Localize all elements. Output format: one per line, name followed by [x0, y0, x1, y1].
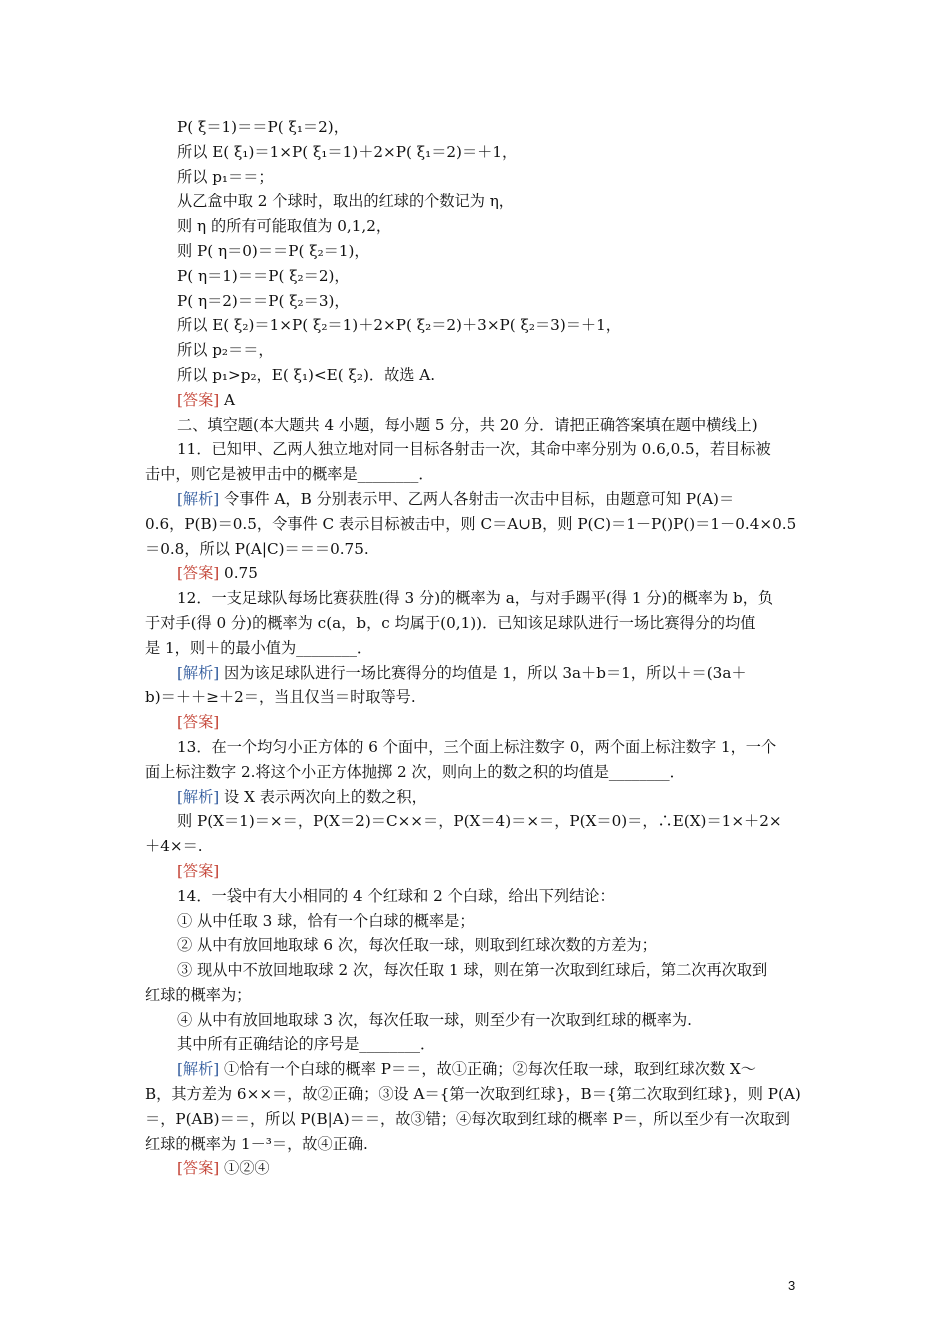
line-text: P( η＝1)＝＝P( ξ₂＝2)， [177, 266, 350, 285]
line-text: 所以 p₁>p₂，E( ξ₁)<E( ξ₂)．故选 A. [177, 365, 436, 384]
text-line [145, 834, 811, 859]
text-line [145, 388, 811, 413]
text-line [145, 785, 811, 810]
line-text: ①恰有一个白球的概率 P＝＝，故①正确；②每次任取一球，取到红球次数 X～ [219, 1060, 756, 1079]
line-text: 击中，则它是被甲击中的概率是________． [145, 465, 434, 484]
text-line [145, 338, 811, 363]
text-line [145, 685, 811, 710]
answer-tag: [答案] [177, 390, 220, 409]
line-text: 则 η 的所有可能取值为 0,1,2， [177, 217, 392, 236]
analysis-tag: [解析] [177, 1060, 220, 1079]
text-line [145, 661, 811, 686]
text-line [145, 413, 811, 438]
line-text: 所以 E( ξ₂)＝1×P( ξ₂＝1)＋2×P( ξ₂＝2)＋3×P( ξ₂＝3)＝＋1， [177, 316, 621, 335]
line-text: 14．一袋中有大小相同的 4 个红球和 2 个白球，给出下列结论： [177, 886, 615, 905]
text-line [145, 537, 811, 562]
line-text: 0.75 [219, 564, 258, 583]
text-line [145, 1107, 811, 1132]
answer-tag: [答案] [177, 861, 220, 880]
text-line [145, 363, 811, 388]
text-line [145, 586, 811, 611]
answer-tag: [答案] [177, 713, 220, 732]
line-text: 令事件 A，B 分别表示甲、乙两人各射击一次击中目标，由题意可知 P(A)＝ [219, 489, 735, 508]
line-text: 于对手(得 0 分)的概率为 c(a，b，c 均属于(0,1))．已知该足球队进行一场比赛得分的均值 [145, 613, 756, 632]
text-line [145, 313, 811, 338]
line-text: 因为该足球队进行一场比赛得分的均值是 1，所以 3a＋b＝1，所以＋＝(3a＋ [219, 663, 747, 682]
line-text: 红球的概率为； [145, 985, 252, 1004]
answer-tag: [答案] [177, 564, 220, 583]
text-line [145, 1132, 811, 1157]
line-text: 二、填空题(本大题共 4 小题，每小题 5 分，共 20 分．请把正确答案填在题中横线上) [177, 415, 758, 434]
line-text: 则 P( η＝0)＝＝P( ξ₂＝1)， [177, 241, 370, 260]
line-text: 是 1，则＋的最小值为________． [145, 638, 373, 657]
text-line [145, 512, 811, 537]
text-line [145, 289, 811, 314]
line-text: ①②④ [219, 1159, 270, 1178]
line-text: 13．在一个均匀小正方体的 6 个面中，三个面上标注数字 0，两个面上标注数字 1，一个 [177, 737, 777, 756]
text-line [145, 636, 811, 661]
line-text: A [219, 390, 236, 409]
text-line [145, 437, 811, 462]
line-text: P( η＝2)＝＝P( ξ₂＝3)， [177, 291, 350, 310]
text-line [145, 239, 811, 264]
text-line [145, 933, 811, 958]
line-text: ② 从中有放回地取球 6 次，每次任取一球，则取到红球次数的方差为； [177, 936, 657, 955]
line-text: 红球的概率为 1－³＝，故④正确. [145, 1134, 368, 1153]
analysis-tag: [解析] [177, 787, 220, 806]
text-line [145, 859, 811, 884]
text-line [145, 1008, 811, 1033]
text-line [145, 462, 811, 487]
line-text: 设 X 表示两次向上的数之积， [219, 787, 427, 806]
line-text: ③ 现从中不放回地取球 2 次，每次任取 1 球，则在第一次取到红球后，第二次再次取到 [177, 961, 768, 980]
line-text: 12．一支足球队每场比赛获胜(得 3 分)的概率为 a，与对手踢平(得 1 分)的概率为 b，负 [177, 589, 774, 608]
line-text: B，其方差为 6××＝，故②正确；③设 A＝{第一次取到红球}，B＝{第二次取到红球}，则 P(A) [145, 1085, 801, 1104]
text-line [145, 214, 811, 239]
text-line [145, 1156, 811, 1181]
line-text: 则 P(X＝1)＝×＝，P(X＝2)＝C××＝，P(X＝4)＝×＝，P(X＝0)＝，∴E(X)＝1×＋2× [177, 812, 782, 831]
text-body [145, 115, 811, 1181]
text-line [145, 487, 811, 512]
text-line [145, 561, 811, 586]
text-line [145, 983, 811, 1008]
page-number: 3 [788, 1278, 796, 1293]
text-line [145, 809, 811, 834]
text-line [145, 958, 811, 983]
text-line [145, 760, 811, 785]
line-text: ＝0.8，所以 P(A|C)＝＝＝0.75. [145, 539, 369, 558]
line-text: 0.6，P(B)＝0.5，令事件 C 表示目标被击中，则 C＝A∪B，则 P(C)＝1－P()P()＝1－0.4×0.5 [145, 514, 797, 533]
line-text: b)＝＋＋≥＋2＝，当且仅当＝时取等号. [145, 688, 416, 707]
line-text: ＋4×＝. [145, 837, 203, 856]
text-line [145, 1057, 811, 1082]
line-text: 面上标注数字 2.将这个小正方体抛掷 2 次，则向上的数之积的均值是________． [145, 762, 685, 781]
answer-tag: [答案] [177, 1159, 220, 1178]
text-line [145, 884, 811, 909]
text-line [145, 140, 811, 165]
line-text: ④ 从中有放回地取球 3 次，每次任取一球，则至少有一次取到红球的概率为. [177, 1010, 692, 1029]
text-line [145, 735, 811, 760]
text-line [145, 611, 811, 636]
line-text: 11．已知甲、乙两人独立地对同一目标各射击一次，其命中率分别为 0.6,0.5，若目标被 [177, 440, 771, 459]
text-line [145, 1082, 811, 1107]
text-line [145, 189, 811, 214]
analysis-tag: [解析] [177, 489, 220, 508]
analysis-tag: [解析] [177, 663, 220, 682]
text-line [145, 710, 811, 735]
line-text: 从乙盒中取 2 个球时，取出的红球的个数记为 η， [177, 192, 514, 211]
text-line [145, 264, 811, 289]
line-text: 其中所有正确结论的序号是________． [177, 1035, 436, 1054]
text-line [145, 909, 811, 934]
text-line [145, 1032, 811, 1057]
line-text: ＝，P(AB)＝＝，所以 P(B|A)＝＝，故③错；④每次取到红球的概率 P＝，所以至少有一次取到 [145, 1109, 790, 1128]
line-text: 所以 p₂＝＝， [177, 341, 274, 360]
line-text: P( ξ＝1)＝＝P( ξ₁＝2)， [177, 118, 349, 136]
line-text: 所以 E( ξ₁)＝1×P( ξ₁＝1)＋2×P( ξ₁＝2)＝＋1， [177, 142, 518, 161]
line-text: ① 从中任取 3 球，恰有一个白球的概率是； [177, 911, 475, 930]
text-line [145, 115, 811, 140]
text-line [145, 165, 811, 190]
line-text: 所以 p₁＝＝； [177, 167, 274, 186]
